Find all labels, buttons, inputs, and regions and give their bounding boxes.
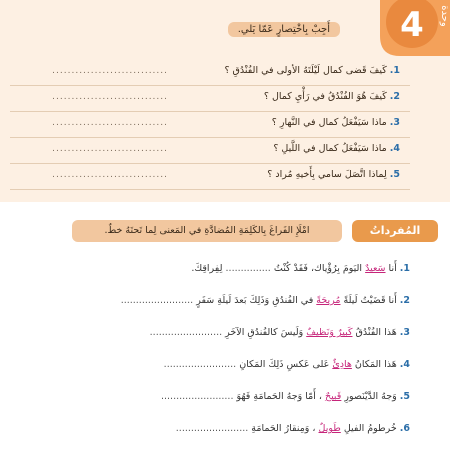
item-number: 5. <box>399 391 410 402</box>
unit-number: 4 <box>400 5 424 45</box>
underlined-word: سَعيدٌ <box>365 263 386 274</box>
question-number: 1. <box>389 65 400 76</box>
blank-field[interactable]: ........................ <box>149 327 223 338</box>
question-number: 4. <box>389 143 400 154</box>
vocab-instruction: امْلَإِ الفَراغَ بِالكَلِمَةِ المُضادَّةِ في المَعنى لِما تَحتَهُ خطٌ. <box>72 220 342 242</box>
item-number: 6. <box>399 423 410 434</box>
question-text: كَيفَ قَضى كمال لَيْلَتَهُ الأولى في الفُنْدُقِ ؟ <box>224 65 387 76</box>
vocab-title: المُفرداتُ <box>352 220 438 242</box>
blank-field[interactable]: ............... <box>225 263 271 274</box>
vocab-item: 6. خُرطومُ الفيلِ طَويلٌ ، وَمِنقارُ الحَمامَةِ ........................ <box>175 423 410 434</box>
divider <box>10 189 410 190</box>
underlined-word: هادِئٌ <box>332 359 352 370</box>
question-row <box>10 112 410 138</box>
question-number: 5. <box>389 169 400 180</box>
answer-line[interactable]: .............................. <box>52 66 168 76</box>
unit-badge <box>350 0 450 56</box>
blank-field[interactable]: ........................ <box>175 423 249 434</box>
vocab-item: 5. وَجهُ الدَّيْنَصورِ قَبيحٌ ، أَمّا وَجهُ الحَمامَةِ فَهُوَ ........................ <box>161 391 410 402</box>
questions-instruction: أَجِبْ بِاخْتِصارٍ عَمّا يَلي. <box>228 22 340 37</box>
item-number: 3. <box>399 327 410 338</box>
questions-list <box>10 60 410 190</box>
question-text: كَيفَ هُوَ الفُنْدُقُ في رَأْيِ كمال ؟ <box>263 91 387 102</box>
vocab-item: 4. هَذا المَكانُ هادِئٌ عَلى عَكسِ ذَلِكَ المَكانِ ........................ <box>163 359 410 370</box>
answer-line[interactable]: .............................. <box>52 118 168 128</box>
unit-label: وحدة <box>439 5 450 27</box>
question-row <box>10 86 410 112</box>
answer-line[interactable]: .............................. <box>52 144 168 154</box>
question-text: ماذا سَيَفْعَلُ كمال في اللَّيلِ ؟ <box>273 143 387 154</box>
item-number: 1. <box>399 263 410 274</box>
underlined-word: طَويلٌ <box>318 423 341 434</box>
question-row <box>10 138 410 164</box>
answer-line[interactable]: .............................. <box>52 170 168 180</box>
blank-field[interactable]: ........................ <box>120 295 194 306</box>
underlined-word: كَبيرٌ وَنَظيفٌ <box>306 327 353 338</box>
vocab-item: 2. أَنا قَضَيْتُ لَيلَةً مُريحَةً في الفُندُقِ وَذَلِكَ بَعدَ لَيلَةِ سَفَرٍ ........................ <box>120 295 410 306</box>
item-number: 4. <box>399 359 410 370</box>
vocab-item: 3. هَذا الفُنْدُقُ كَبيرٌ وَنَظيفٌ وَلَيسَ كالفُندُقِ الآخَرِ ........................ <box>149 327 410 338</box>
vocab-list <box>10 258 410 450</box>
underlined-word: قَبيحٌ <box>324 391 342 402</box>
question-number: 3. <box>389 117 400 128</box>
answer-line[interactable]: .............................. <box>52 92 168 102</box>
question-number: 2. <box>389 91 400 102</box>
item-number: 2. <box>399 295 410 306</box>
vocab-item: 1. أَنا سَعيدٌ اليَومَ بِرُؤْياك، فَقَدْ كُنْتُ ............... لِفِراقِكَ. <box>191 263 410 274</box>
blank-field[interactable]: ........................ <box>161 391 234 402</box>
question-row <box>10 60 410 86</box>
question-row <box>10 164 410 190</box>
blank-field[interactable]: ........................ <box>163 359 237 370</box>
question-text: لِماذا اتَّصَلَ سامي بِأَخيهِ مُراد ؟ <box>267 169 387 180</box>
question-text: ماذا سَيَفْعَلُ كمال في النَّهارِ ؟ <box>271 117 387 128</box>
underlined-word: مُريحَةً <box>316 295 341 306</box>
